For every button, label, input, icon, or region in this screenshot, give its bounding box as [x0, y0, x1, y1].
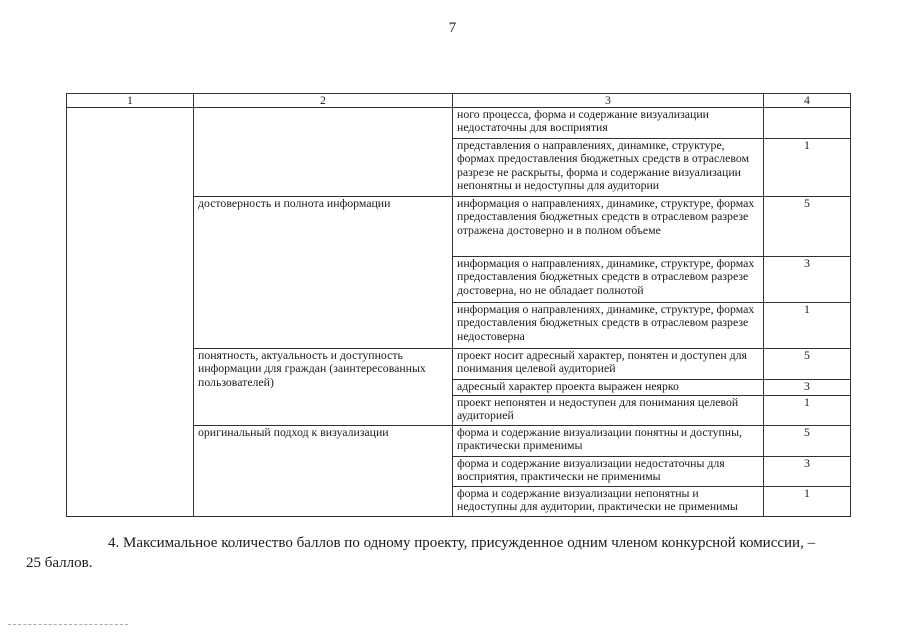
header-col-1: 1 [67, 94, 194, 108]
criterion-cell: оригинальный подход к визуализации [194, 426, 453, 517]
score-cell: 5 [764, 197, 851, 257]
description-cell: адресный характер проекта выражен неярко [453, 380, 764, 396]
header-col-4: 4 [764, 94, 851, 108]
page-number: 7 [448, 20, 457, 36]
description-cell: информация о направлениях, динамике, структуре, формах предоставления бюджетных средств в отраслевом разрезе достоверна, но не обладает полнотой [453, 257, 764, 303]
score-cell: 1 [764, 303, 851, 349]
score-cell [764, 108, 851, 139]
score-cell: 3 [764, 457, 851, 487]
description-cell: ного процесса, форма и содержание визуализации недостаточны для восприятия [453, 108, 764, 139]
note-line-2: 25 баллов. [26, 555, 93, 571]
score-cell: 3 [764, 380, 851, 396]
col-1-cell [67, 108, 194, 517]
table-row [67, 108, 851, 139]
max-score-note [26, 533, 850, 573]
description-cell: форма и содержание визуализации непонятны и недоступны для аудитории, практически не применимы [453, 487, 764, 517]
description-cell: информация о направлениях, динамике, структуре, формах предоставления бюджетных средств в отраслевом разрезе недостоверна [453, 303, 764, 349]
description-cell: форма и содержание визуализации понятны и доступны, практически применимы [453, 426, 764, 457]
description-cell: информация о направлениях, динамике, структуре, формах предоставления бюджетных средств в отраслевом разрезе отражена достоверно и в полном объеме [453, 197, 764, 257]
header-col-2: 2 [194, 94, 453, 108]
table-header-row [67, 94, 851, 108]
description-cell: представления о направлениях, динамике, структуре, формах предоставления бюджетных средств в отраслевом разрезе не раскрыты, форма и содержание визуализации непонятны и недоступны для аудитории [453, 139, 764, 197]
description-cell: проект носит адресный характер, понятен и доступен для понимания целевой аудиторией [453, 349, 764, 380]
criterion-cell [194, 108, 453, 197]
score-cell: 1 [764, 396, 851, 426]
score-cell: 1 [764, 487, 851, 517]
description-cell: форма и содержание визуализации недостаточны для восприятия, практически не применимы [453, 457, 764, 487]
score-cell: 3 [764, 257, 851, 303]
criterion-cell: достоверность и полнота информации [194, 197, 453, 349]
score-cell: 5 [764, 426, 851, 457]
criteria-table [66, 93, 851, 517]
note-line-1: 4. Максимальное количество баллов по одному проекту, присужденное одним членом конкурсной комиссии, – [108, 535, 816, 551]
score-cell: 1 [764, 139, 851, 197]
criterion-cell: понятность, актуальность и доступность информации для граждан (заинтересованных пользователей) [194, 349, 453, 426]
score-cell: 5 [764, 349, 851, 380]
header-col-3: 3 [453, 94, 764, 108]
footer-divider [8, 624, 128, 625]
description-cell: проект непонятен и недоступен для понимания целевой аудиторией [453, 396, 764, 426]
